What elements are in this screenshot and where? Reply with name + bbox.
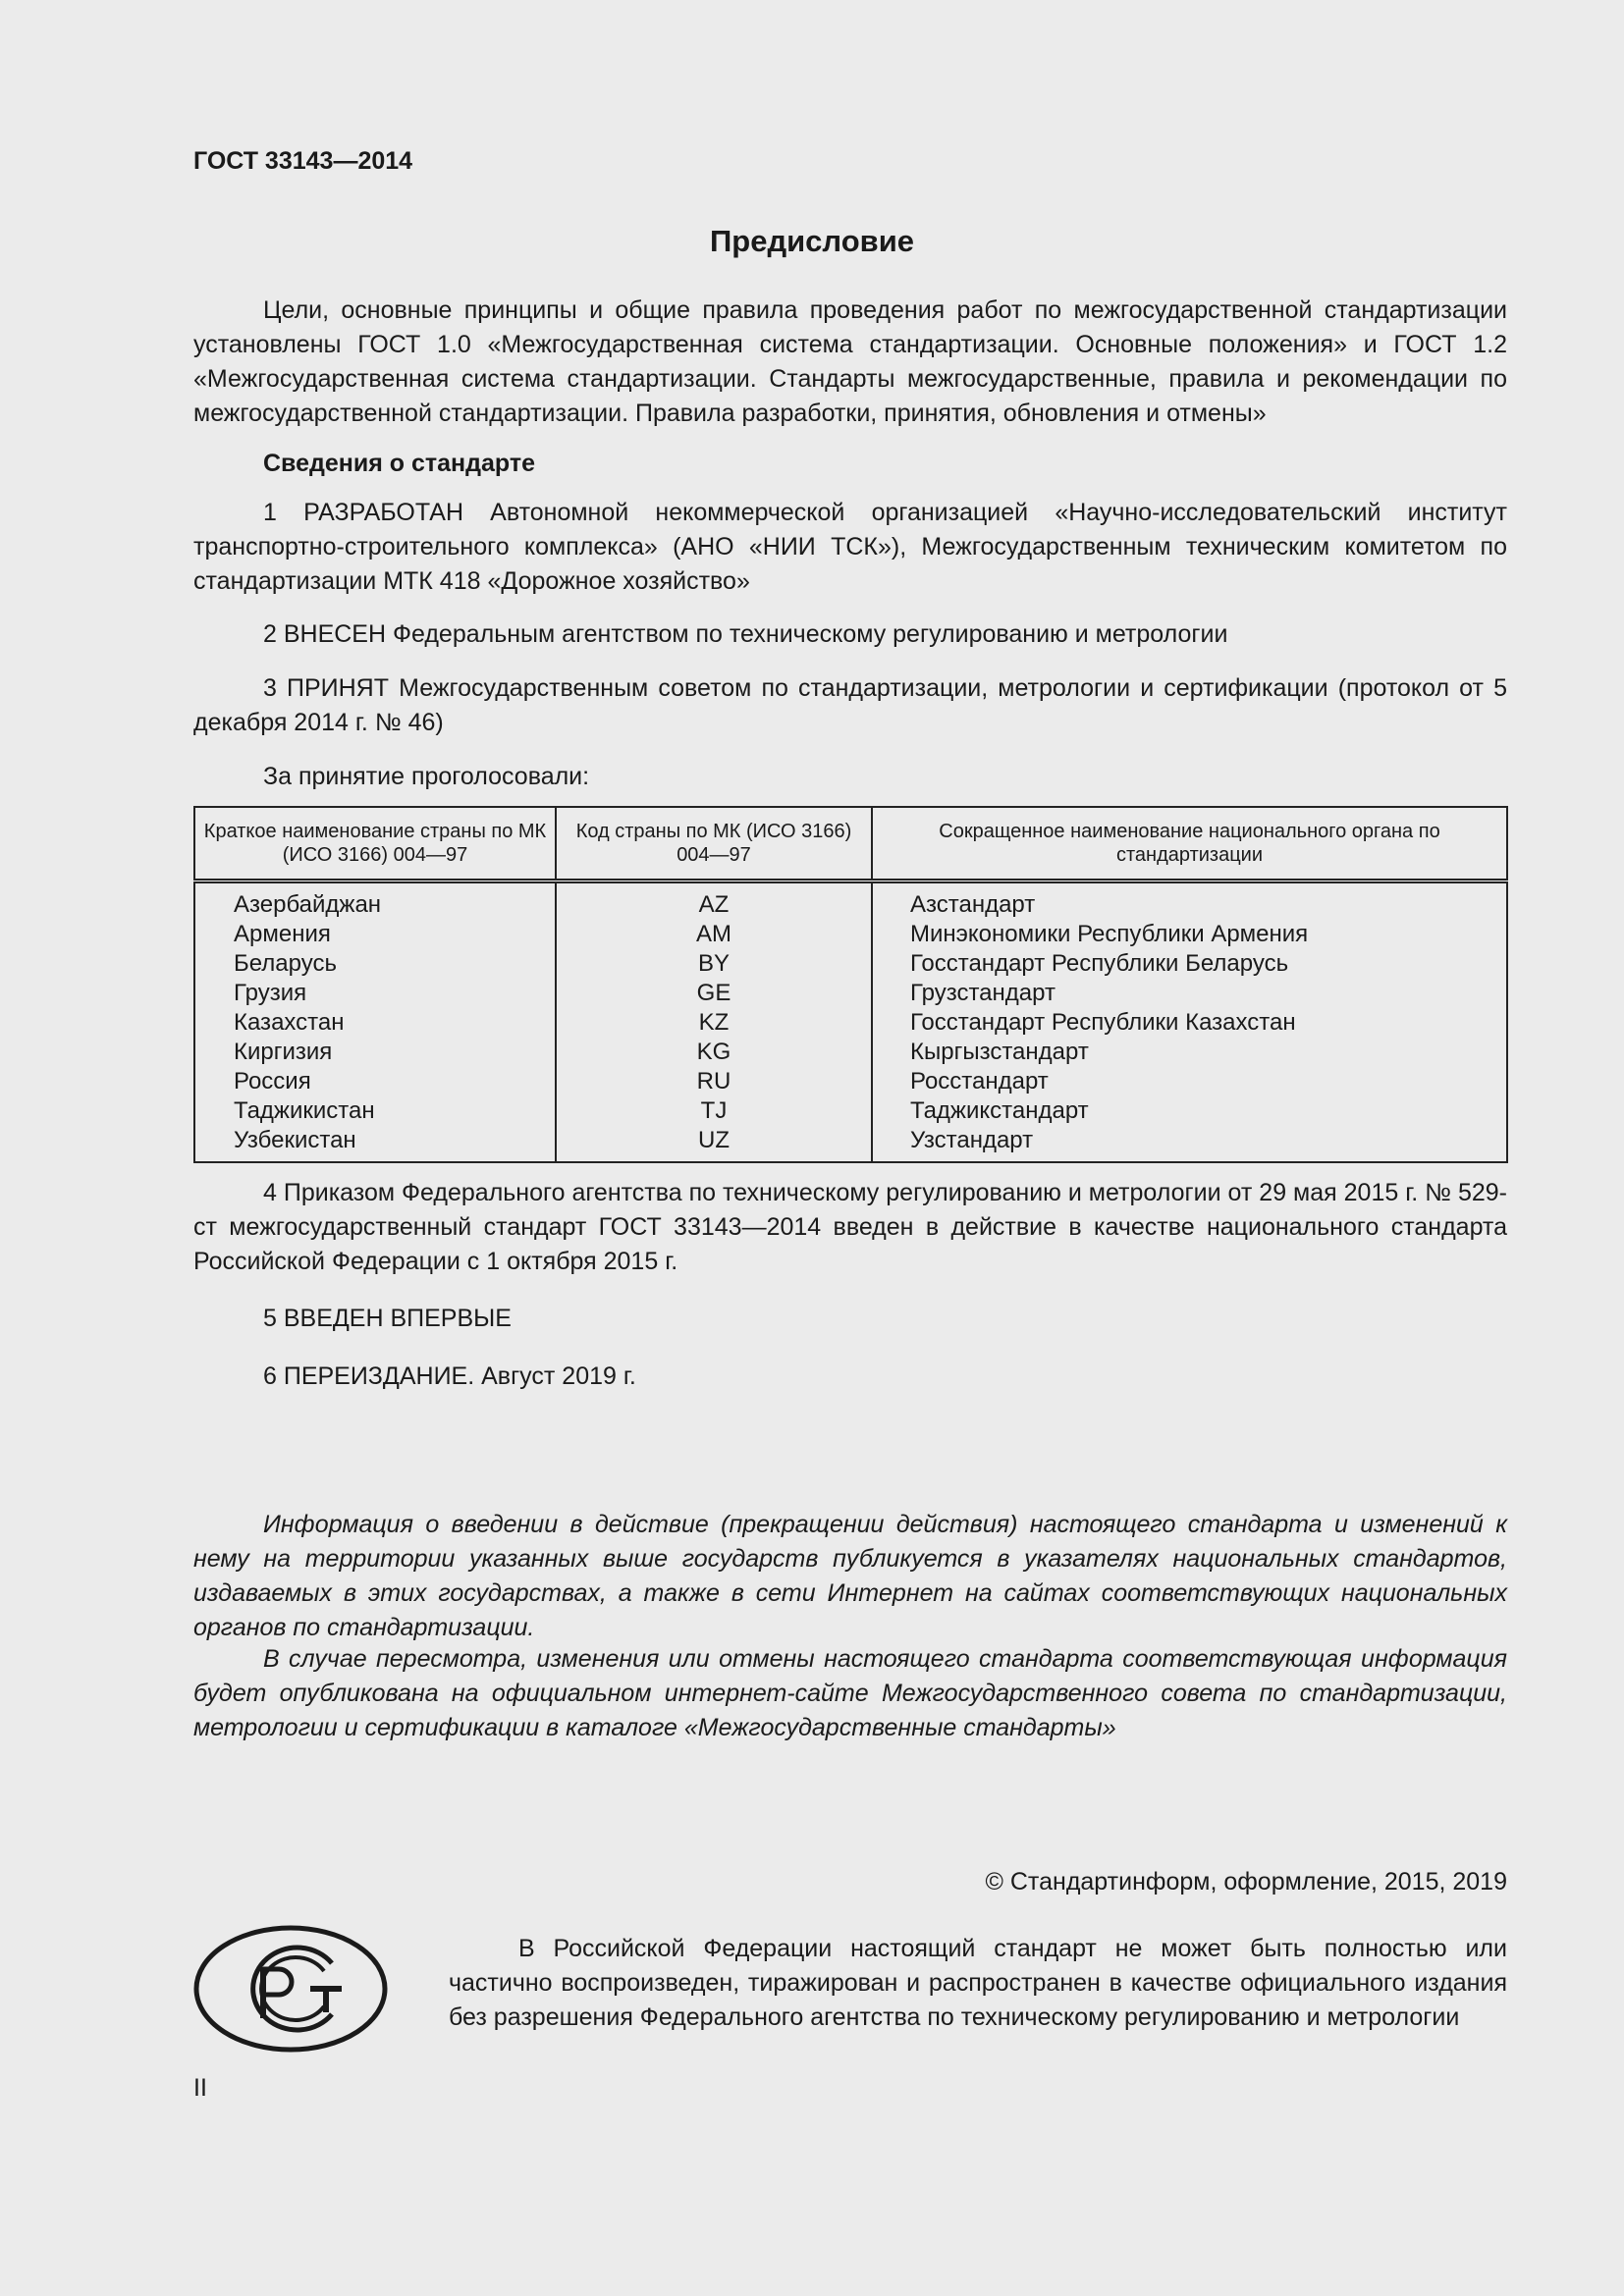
info-heading: Сведения о стандарте <box>263 450 536 477</box>
item-3: 3 ПРИНЯТ Межгосударственным советом по стандартизации, метрологии и сертификации (протокол от 5 декабря 2014 г. № 46) <box>193 674 1507 736</box>
vote-label: За принятие проголосовали: <box>263 763 590 790</box>
copyright-notice: В Российской Федерации настоящий стандарт не может быть полностью или частично воспроизведен, тиражирован и распространен в качестве официального издания без разрешения Федерального агентства по техническому регулированию и метрологии <box>449 1935 1507 2031</box>
country-name: Грузия <box>234 980 307 1006</box>
standards-body: Минэкономики Республики Армения <box>910 921 1309 947</box>
country-code: AM <box>696 921 731 947</box>
country-name: Киргизия <box>234 1039 333 1065</box>
standards-body: Узстандарт <box>910 1127 1034 1153</box>
item-2: 2 ВНЕСЕН Федеральным агентством по техническому регулированию и метрологии <box>263 620 1228 648</box>
country-code: RU <box>696 1068 731 1095</box>
country-name: Армения <box>234 921 331 947</box>
page-number: II <box>193 2074 207 2102</box>
standards-body: Грузстандарт <box>910 980 1056 1006</box>
country-code: GE <box>696 980 731 1006</box>
item-6: 6 ПЕРЕИЗДАНИЕ. Август 2019 г. <box>263 1362 636 1390</box>
notice-paragraph-2: В случае пересмотра, изменения или отмены настоящего стандарта соответствующая информация будет опубликована на официальном интернет-сайте Межгосударственного совета по стандартизации, метрологии и сертификации в каталоге «Межгосударственные стандарты» <box>193 1645 1507 1741</box>
table-header-row <box>194 807 1507 881</box>
table-body-row <box>194 881 1507 1163</box>
standards-body: Таджикстандарт <box>910 1097 1089 1124</box>
copyright-line: © Стандартинформ, оформление, 2015, 2019 <box>985 1868 1507 1896</box>
notice-paragraph-1: Информация о введении в действие (прекращении действия) настоящего стандарта и изменений к нему на территории указанных выше государств публикуется в указателях национальных стандартов, издаваемых в этих государствах, а также в сети Интернет на сайтах соответствующих национальных органов по стандартизации. <box>193 1511 1507 1641</box>
voting-table <box>193 806 1508 1163</box>
table-header-body: Сокращенное наименование национального органа по стандартизации <box>872 807 1507 881</box>
table-header-code: Код страны по МК (ИСО 3166) 004—97 <box>556 807 872 881</box>
country-name: Россия <box>234 1068 311 1095</box>
code-column <box>556 881 872 1163</box>
pct-logo-icon <box>192 1924 389 2058</box>
item-5: 5 ВВЕДЕН ВПЕРВЫЕ <box>263 1305 512 1332</box>
standards-body: Госстандарт Республики Казахстан <box>910 1009 1296 1036</box>
intro-paragraph: Цели, основные принципы и общие правила проведения работ по межгосударственной стандартизации установлены ГОСТ 1.0 «Межгосударственная система стандартизации. Основные положения» и ГОСТ 1.2 «Межгосударственная система стандартизации. Стандарты межгосударственные, правила и рекомендации по межгосударственной стандартизации. Правила разработки, принятия, обновления и отмены» <box>193 296 1507 427</box>
standards-body: Азстандарт <box>910 891 1036 918</box>
table-header-country: Краткое наименование страны по МК (ИСО 3166) 004—97 <box>194 807 556 881</box>
item-1: 1 РАЗРАБОТАН Автономной некоммерческой организацией «Научно-исследовательский институт транспортно-строительного комплекса» (АНО «НИИ ТСК»), Межгосударственным техническим комитетом по стандартизации МТК 418 «Дорожное хозяйство» <box>193 499 1507 595</box>
body-column <box>872 881 1507 1163</box>
standards-body: Госстандарт Республики Беларусь <box>910 950 1289 977</box>
country-name: Узбекистан <box>234 1127 356 1153</box>
item-4: 4 Приказом Федерального агентства по техническому регулированию и метрологии от 29 мая 2015 г. № 529-ст межгосударственный стандарт ГОСТ 33143—2014 введен в действие в качестве национального стандарта Российской Федерации с 1 октября 2015 г. <box>193 1179 1507 1275</box>
country-name: Азербайджан <box>234 891 382 918</box>
country-code: KZ <box>698 1009 730 1036</box>
country-column <box>194 881 556 1163</box>
country-code: AZ <box>698 891 730 918</box>
country-code: BY <box>697 950 730 977</box>
country-name: Таджикистан <box>234 1097 375 1124</box>
standard-code-header: ГОСТ 33143—2014 <box>193 147 413 175</box>
page-title: Предисловие <box>709 224 914 258</box>
country-code: TJ <box>700 1097 728 1124</box>
country-code: KG <box>696 1039 731 1065</box>
country-name: Беларусь <box>234 950 337 977</box>
country-name: Казахстан <box>234 1009 345 1036</box>
standards-body: Кыргызстандарт <box>910 1039 1089 1065</box>
country-code: UZ <box>698 1127 730 1153</box>
standards-body: Росстандарт <box>910 1068 1049 1095</box>
